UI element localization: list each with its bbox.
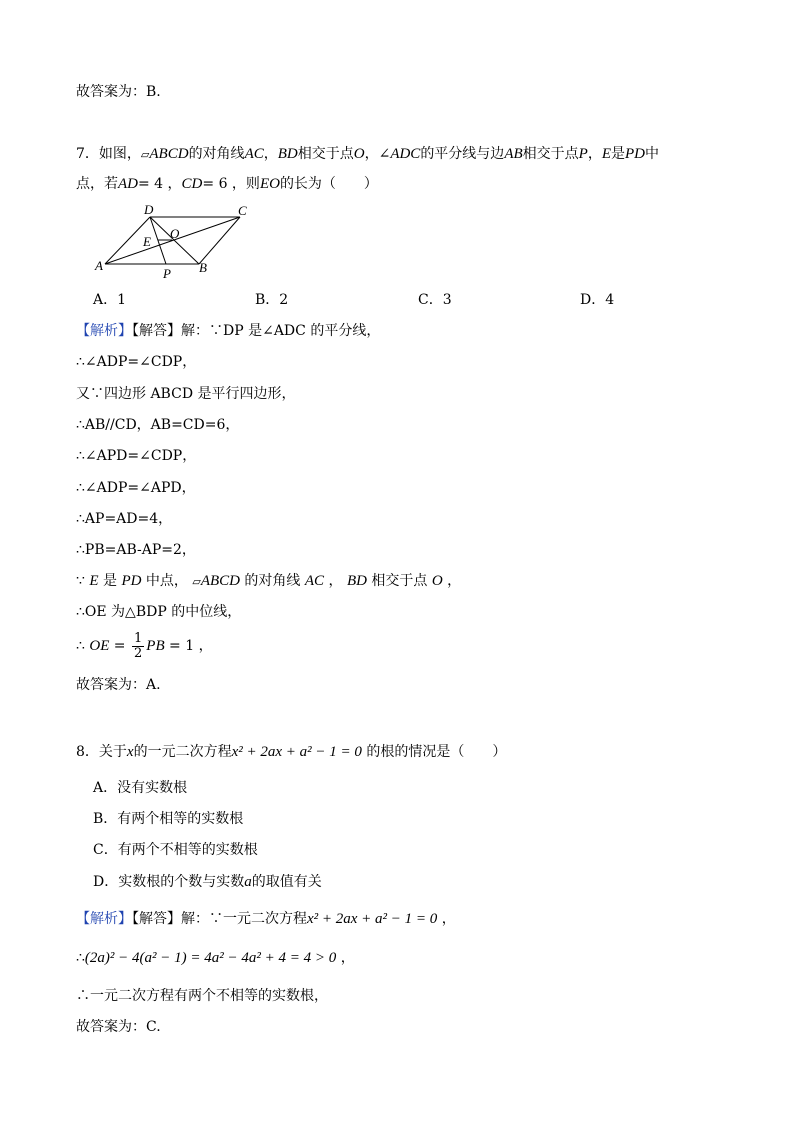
- text: 相交于点: [297, 146, 354, 162]
- math-ab: AB: [504, 146, 523, 162]
- question-number: 8．: [76, 744, 99, 760]
- q6-answer: 故答案为：B.: [76, 84, 161, 100]
- math-a: a: [244, 874, 252, 890]
- q7-solution-line10: ∴OE 为△BDP 的中位线，: [76, 604, 242, 620]
- math-ac: AC: [244, 146, 264, 162]
- label-b: B: [199, 260, 207, 275]
- math-x: x: [126, 744, 134, 760]
- q7-stem-line2: [76, 174, 378, 194]
- label-o: O: [170, 226, 180, 241]
- text: 相交于点: [366, 573, 432, 589]
- math-abcd: ABCD: [200, 573, 240, 589]
- math-ac: AC: [304, 573, 325, 589]
- discriminant-expression: (2a)² − 4(a² − 1) = 4a² − 4a² + 4 = 4 > 0: [84, 950, 337, 966]
- math-adc: ADC: [390, 146, 421, 162]
- parallelogram-figure: [88, 200, 263, 282]
- q7-solution-line8: ∴PB=AB-AP=2，: [76, 542, 196, 558]
- text: ，: [336, 950, 355, 966]
- text: 是: [98, 573, 122, 589]
- option-d-tail: 的取值有关: [251, 874, 322, 890]
- math-o: O: [431, 573, 443, 589]
- q7-solution-line3: 又∵四边形 ABCD 是平行四边形，: [76, 386, 296, 402]
- text: 的根的情况是（ ）: [361, 744, 507, 760]
- text: 【解答】解：∵DP 是∠ADC 的平分线，: [132, 323, 381, 339]
- label-a: A: [95, 258, 103, 273]
- label-p: P: [163, 266, 171, 281]
- text: ，: [437, 911, 456, 927]
- math-e: E: [89, 573, 99, 589]
- q7-solution-line11: [76, 630, 213, 662]
- text: 如图，: [98, 146, 141, 162]
- text: 相交于点: [522, 146, 579, 162]
- text: ，: [587, 146, 602, 162]
- text: ∴: [76, 638, 90, 654]
- text: = 1 ，: [164, 638, 213, 654]
- text: 的一元二次方程: [133, 744, 232, 760]
- math-e: E: [601, 146, 611, 162]
- math-cd: CD: [181, 176, 203, 192]
- math-p: P: [578, 146, 588, 162]
- text: ，: [324, 573, 347, 589]
- math-oe: OE: [89, 638, 110, 654]
- text: 中: [644, 146, 659, 162]
- math-o: O: [353, 146, 365, 162]
- text: 点，若: [76, 176, 118, 192]
- q7-answer: 故答案为：A.: [76, 677, 161, 693]
- math-pb: PB: [146, 638, 165, 654]
- option-b: B．有两个相等的实数根: [93, 811, 244, 827]
- text: 的长为（ ）: [279, 176, 378, 192]
- option-b: B．2: [255, 292, 289, 308]
- q7-stem-line1: [76, 144, 659, 165]
- q7-solution-line2: ∴∠ADP=∠CDP，: [76, 354, 197, 370]
- option-c: C．有两个不相等的实数根: [93, 842, 258, 858]
- text: 的平分线与边: [420, 146, 505, 162]
- quadratic-equation: x² + 2ax + a² − 1 = 0: [307, 911, 438, 927]
- label-c: C: [238, 203, 247, 218]
- text: ∴: [76, 950, 85, 966]
- q8-solution-line2: [76, 948, 355, 968]
- math-bd: BD: [277, 146, 298, 162]
- text: 关于: [98, 744, 127, 760]
- q7-solution-line1: [76, 321, 380, 341]
- q8-solution-line1: [76, 909, 456, 929]
- text: = 6 ，则: [202, 176, 260, 192]
- option-c: C．3: [418, 292, 452, 308]
- q8-stem: [76, 742, 506, 762]
- analysis-tag: 【解析】: [76, 911, 132, 927]
- math-ad: AD: [118, 176, 138, 192]
- option-d: D．4: [580, 292, 615, 308]
- math-abcd: ABCD: [149, 146, 189, 162]
- text: 的对角线: [239, 573, 305, 589]
- fraction-numerator: 1: [134, 630, 143, 646]
- text: ，: [263, 146, 278, 162]
- option-d-text: D．实数根的个数与实数: [93, 874, 245, 890]
- math-eo: EO: [259, 176, 280, 192]
- q7-solution-line9: [76, 571, 461, 592]
- math-bd: BD: [346, 573, 367, 589]
- fraction-denominator: 2: [134, 645, 143, 661]
- text: ∵: [76, 573, 90, 589]
- text: 【解答】解：∵一元二次方程: [132, 911, 307, 927]
- math-pd: PD: [121, 573, 142, 589]
- q7-solution-line6: ∴∠ADP=∠APD，: [76, 480, 196, 496]
- text: ，: [442, 573, 462, 589]
- option-a: A．1: [93, 292, 127, 308]
- text: 是: [610, 146, 625, 162]
- q7-solution-line7: ∴AP=AD=4，: [76, 511, 173, 527]
- fraction-one-half: [132, 632, 144, 661]
- label-d: D: [144, 202, 154, 217]
- quadratic-equation: x² + 2ax + a² − 1 = 0: [231, 744, 362, 760]
- text: 的对角线: [188, 146, 245, 162]
- text: =: [109, 638, 130, 654]
- question-number: 7．: [76, 146, 99, 162]
- text: = 4 ，: [138, 176, 182, 192]
- parallelogram-icon: ▱: [140, 148, 150, 161]
- parallelogram-icon: ▱: [192, 575, 201, 588]
- option-a: A．没有实数根: [93, 780, 188, 796]
- q7-solution-line5: ∴∠APD=∠CDP，: [76, 448, 197, 464]
- label-e: E: [143, 234, 151, 249]
- q8-solution-line3: ∴一元二次方程有两个不相等的实数根，: [76, 988, 328, 1004]
- q8-answer: 故答案为：C.: [76, 1019, 161, 1035]
- math-pd: PD: [624, 146, 645, 162]
- analysis-tag: 【解析】: [76, 323, 132, 339]
- text: ，∠: [364, 146, 391, 162]
- q7-solution-line4: ∴AB//CD，AB=CD=6，: [76, 417, 240, 433]
- text: 中点，: [141, 573, 193, 589]
- option-d: [93, 872, 322, 892]
